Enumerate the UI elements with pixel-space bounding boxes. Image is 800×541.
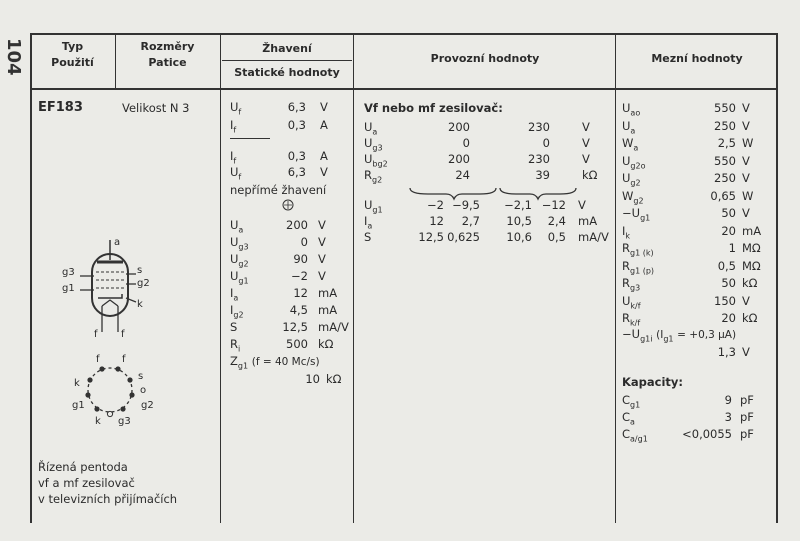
static-5-sym-text: I <box>230 303 234 317</box>
heating-3-sym-text: U <box>230 165 239 179</box>
static-3-unit: V <box>318 269 326 283</box>
capacity-0-sym-text: C <box>622 393 631 407</box>
limit-1-sym-text: U <box>622 118 631 133</box>
operating-2-v1: 200 <box>448 152 470 166</box>
static-2-unit: V <box>318 252 326 266</box>
right-border <box>776 33 778 523</box>
capacity-0-symbol <box>622 393 640 409</box>
socket-label-s: s <box>138 371 144 382</box>
limit-11-unit: V <box>742 293 750 308</box>
socket-label-k2: k <box>95 416 101 427</box>
operating4-1-v2: 10,5 <box>506 214 532 228</box>
static-7-value: 500 <box>286 337 308 351</box>
limit-10-value: 50 <box>721 276 736 290</box>
static-5-unit: mA <box>318 303 338 317</box>
heating-rule <box>230 138 270 139</box>
operating-3-v1: 24 <box>455 168 470 182</box>
limit-9-value: 0,5 <box>717 258 736 273</box>
capacity-0-sym-sub: g1 <box>630 400 641 410</box>
operating4-2-sym-text: S <box>364 230 372 244</box>
limit-7-unit: mA <box>742 223 762 238</box>
tube-label-g1: g1 <box>62 283 75 294</box>
limit-8-symbol <box>622 241 654 257</box>
operating-1-unit: V <box>582 136 590 150</box>
limit-12-symbol <box>622 311 640 327</box>
limit-0-value: 550 <box>714 101 736 115</box>
header-pouziti: Použití <box>51 56 94 69</box>
operating-0-sym-sub: a <box>372 127 378 137</box>
heating-2-sym-text: I <box>230 149 234 163</box>
zg1-value: 10 <box>305 372 320 386</box>
heating-0-unit: V <box>320 100 328 114</box>
limit-4-symbol <box>622 171 641 187</box>
zg1-condition: (f = 40 Mc/s) <box>251 356 320 368</box>
limit-7-sym-sub: k <box>625 230 631 240</box>
limit-1-symbol <box>622 119 635 135</box>
heating-1-sym-sub: f <box>233 125 237 135</box>
limit-9-symbol <box>622 259 654 275</box>
limit-3-symbol <box>622 154 645 170</box>
capacity-1-sym-text: C <box>622 410 631 424</box>
limit-ug1i-sub: g1i <box>640 334 653 344</box>
heating-1-unit: A <box>320 118 328 132</box>
operating4-0-sym-text: U <box>364 198 373 212</box>
capacity-title: Kapacity: <box>622 375 684 389</box>
operating-3-v2: 39 <box>535 168 550 182</box>
col-divider-4 <box>615 33 616 523</box>
limit-6-unit: V <box>742 206 750 220</box>
limit-10-sym-text: R <box>622 276 630 290</box>
operating-1-sym-text: U <box>364 136 373 150</box>
limit-7-symbol <box>622 224 630 240</box>
operating-3-symbol <box>364 168 382 184</box>
limit-8-value: 1 <box>728 241 736 255</box>
heating-0-sym-sub: f <box>238 107 242 117</box>
tube-name: EF183 <box>38 100 83 115</box>
operating-brace-icon <box>408 186 578 200</box>
operating4-2-v3: 0,5 <box>547 230 566 244</box>
zg1-unit: kΩ <box>326 372 342 386</box>
tube-description-1: Řízená pentoda <box>38 460 128 474</box>
page-number: 104 <box>3 38 24 76</box>
static-5-sym-sub: g2 <box>233 310 244 320</box>
limit-2-value: 2,5 <box>717 136 736 150</box>
tube-size: Velikost N 3 <box>122 101 190 115</box>
operating4-0-v0: −2 <box>427 198 444 212</box>
operating4-2-v1: 0,625 <box>447 230 480 244</box>
socket-label-g2: g2 <box>141 400 154 411</box>
limit-ug1i-cond: (I <box>656 329 664 341</box>
limit-6-value: 50 <box>721 206 736 220</box>
operating-2-sym-sub: bg2 <box>372 159 388 169</box>
limit-4-value: 250 <box>714 171 736 185</box>
heating-3-value: 6,3 <box>287 165 306 179</box>
static-3-sym-sub: g1 <box>238 276 249 286</box>
limit-1-unit: V <box>742 118 750 133</box>
static-4-symbol <box>230 286 238 302</box>
tube-label-f1: f <box>94 329 98 340</box>
indirect-heating-symbol-icon <box>282 199 294 211</box>
static-2-value: 90 <box>293 252 308 266</box>
operating4-1-v3: 2,4 <box>547 214 566 228</box>
static-4-unit: mA <box>318 286 338 300</box>
header-provozni: Provozní hodnoty <box>430 52 540 65</box>
heating-3-symbol <box>230 165 241 181</box>
limit-2-sym-text: W <box>622 136 634 150</box>
static-1-unit: V <box>318 235 326 249</box>
limit-12-value: 20 <box>721 311 736 325</box>
operating-2-unit: V <box>582 152 590 166</box>
col-divider-2 <box>220 33 221 523</box>
static-0-unit: V <box>318 218 326 232</box>
capacity-1-unit: pF <box>740 410 754 424</box>
limit-7-value: 20 <box>721 223 736 238</box>
limit-4-sym-text: U <box>622 171 631 185</box>
limit-5-value: 0,65 <box>710 188 736 203</box>
static-2-sym-text: U <box>230 252 239 266</box>
limit-0-unit: V <box>742 101 750 115</box>
limit-10-symbol <box>622 276 640 292</box>
operating4-0-sym-sub: g1 <box>372 205 383 215</box>
tube-description-2: vf a mf zesilovač <box>38 476 135 490</box>
operating4-1-sym-text: I <box>364 214 368 228</box>
header-divider <box>30 88 778 90</box>
top-border <box>30 33 778 35</box>
header-mezni: Mezní hodnoty <box>651 52 743 65</box>
limit-1-value: 250 <box>714 118 736 133</box>
limit-9-unit: MΩ <box>742 258 761 273</box>
col-divider-3 <box>353 33 354 523</box>
heating-1-sym-text: I <box>230 118 234 132</box>
heating-1-symbol <box>230 118 236 134</box>
limit-0-sym-text: U <box>622 101 631 115</box>
limit-5-sym-text: W <box>622 188 634 203</box>
socket-label-g1: g1 <box>72 400 85 411</box>
static-6-value: 12,5 <box>282 320 308 334</box>
limit-12-sym-sub: k/f <box>630 318 641 328</box>
tube-label-g2: g2 <box>137 278 150 289</box>
operating4-2-unit: mA/V <box>578 230 609 244</box>
limit-2-sym-sub: a <box>633 143 639 153</box>
limit-11-value: 150 <box>714 293 736 308</box>
operating4-2-symbol <box>364 230 371 246</box>
limit-12-sym-text: R <box>622 311 630 325</box>
zg1-sub: g1 <box>237 361 249 371</box>
operating4-0-v1: −9,5 <box>452 198 480 212</box>
static-4-sym-sub: a <box>233 293 239 303</box>
static-7-symbol <box>230 337 240 353</box>
static-0-sym-text: U <box>230 218 239 232</box>
limit-2-symbol <box>622 136 638 152</box>
heating-2-unit: A <box>320 149 328 163</box>
limit-10-unit: kΩ <box>742 276 758 290</box>
operating-1-sym-sub: g3 <box>372 143 383 153</box>
limit-3-value: 550 <box>714 153 736 168</box>
limit-11-symbol <box>622 294 641 310</box>
static-6-symbol <box>230 320 237 336</box>
capacity-2-unit: pF <box>740 427 754 441</box>
operating-3-unit: kΩ <box>582 168 598 182</box>
static-6-unit: mA/V <box>318 320 349 334</box>
limit-8-unit: MΩ <box>742 241 761 255</box>
capacity-0-unit: pF <box>740 393 754 407</box>
static-3-symbol <box>230 269 249 285</box>
operating-3-sym-sub: g2 <box>372 175 383 185</box>
capacity-2-value: <0,0055 <box>682 427 732 441</box>
heating-2-sym-sub: f <box>233 156 237 166</box>
limit-7-sym-text: I <box>622 223 626 238</box>
operating-0-v2: 230 <box>528 120 550 134</box>
limit-1-sym-sub: a <box>630 125 636 135</box>
static-0-sym-sub: a <box>238 225 244 235</box>
capacity-1-symbol <box>622 410 635 426</box>
limit-3-unit: V <box>742 153 750 168</box>
heating-1-value: 0,3 <box>287 118 306 132</box>
header-typ: Typ <box>61 40 84 53</box>
left-border <box>30 33 32 523</box>
tube-label-k: k <box>137 299 143 310</box>
limit-ug1i-row <box>622 327 736 343</box>
static-1-symbol <box>230 235 249 251</box>
heating-2-symbol <box>230 149 236 165</box>
socket-label-f1: f <box>96 354 100 365</box>
limit-12-unit: kΩ <box>742 311 758 325</box>
limit-0-symbol <box>622 101 640 117</box>
limit-8-sym-sub: g1 (k) <box>630 248 654 258</box>
capacity-0-value: 9 <box>724 393 732 407</box>
static-0-symbol <box>230 218 243 234</box>
operating-2-v2: 230 <box>528 152 550 166</box>
limit-6-symbol <box>622 206 650 222</box>
tube-description-3: v televizních přijímačích <box>38 492 178 506</box>
col-divider-1 <box>115 33 116 88</box>
static-1-value: 0 <box>300 235 308 249</box>
heating-2-value: 0,3 <box>287 149 306 163</box>
operating-1-v1: 0 <box>462 136 470 150</box>
tube-label-f2: f <box>121 329 125 340</box>
operating4-1-sym-sub: a <box>367 221 373 231</box>
header-zhaveni: Žhavení <box>262 42 312 55</box>
operating4-0-symbol <box>364 198 383 214</box>
limit-6-sym-sub: g1 <box>640 213 651 223</box>
limit-11-sym-text: U <box>622 293 631 308</box>
static-4-sym-text: I <box>230 286 234 300</box>
zg1-row <box>230 354 320 370</box>
operating4-1-v1: 2,7 <box>461 214 480 228</box>
static-2-sym-sub: g2 <box>238 259 249 269</box>
socket-label-o: o <box>140 385 147 396</box>
operating-title: Vf nebo mf zesilovač: <box>364 101 503 115</box>
static-1-sym-text: U <box>230 235 239 249</box>
limit-ug1i-value: 1,3 <box>717 345 736 359</box>
heating-0-value: 6,3 <box>287 100 306 114</box>
limit-ug1i-cond-sub: g1 <box>663 334 674 344</box>
operating4-0-v3: −12 <box>541 198 566 212</box>
operating-0-symbol <box>364 120 377 136</box>
limit-ug1i-symbol: −U <box>622 327 641 341</box>
capacity-1-sym-sub: a <box>630 417 635 427</box>
limit-3-sym-text: U <box>622 153 631 168</box>
tube-label-g3: g3 <box>62 267 75 278</box>
operating4-1-unit: mA <box>578 214 598 228</box>
heating-note: nepřímé žhavení <box>230 183 327 197</box>
static-1-sym-sub: g3 <box>238 242 249 252</box>
socket-pinout-icon <box>80 360 140 420</box>
limit-2-unit: W <box>742 136 754 150</box>
header-staticke: Statické hodnoty <box>234 66 340 79</box>
operating-2-symbol <box>364 152 388 168</box>
limit-4-sym-sub: g2 <box>630 178 641 188</box>
static-5-value: 4,5 <box>289 303 308 317</box>
operating4-1-v0: 12 <box>429 214 444 228</box>
operating4-0-v2: −2,1 <box>504 198 532 212</box>
limit-ug1i-cond-rest: = +0,3 μA) <box>677 329 737 341</box>
operating4-0-unit: V <box>578 198 586 212</box>
tube-label-a: a <box>114 237 121 248</box>
header-rozmery: Rozměry <box>140 40 195 53</box>
socket-label-k1: k <box>74 378 80 389</box>
operating-2-sym-text: U <box>364 152 373 166</box>
operating-0-unit: V <box>582 120 590 134</box>
capacity-2-sym-sub: a/g1 <box>630 434 648 444</box>
operating4-1-symbol <box>364 214 372 230</box>
static-3-sym-text: U <box>230 269 239 283</box>
limit-ug1i-unit: V <box>742 345 750 359</box>
limit-4-unit: V <box>742 171 750 185</box>
static-7-unit: kΩ <box>318 337 334 351</box>
zg1-symbol: Z <box>230 354 238 368</box>
static-0-value: 200 <box>286 218 308 232</box>
limit-11-sym-sub: k/f <box>630 300 641 310</box>
zhaveni-divider <box>222 60 352 61</box>
static-7-sym-sub: i <box>238 344 241 354</box>
limit-0-sym-sub: ao <box>630 108 641 118</box>
operating-1-v2: 0 <box>542 136 550 150</box>
limit-5-unit: W <box>742 188 754 203</box>
operating-0-sym-text: U <box>364 120 373 134</box>
static-7-sym-text: R <box>230 337 238 351</box>
capacity-1-value: 3 <box>724 410 732 424</box>
limit-6-sym-text: −U <box>622 206 641 220</box>
header-patice: Patice <box>148 56 187 69</box>
limit-5-symbol <box>622 189 644 205</box>
limit-9-sym-sub: g1 (p) <box>630 265 655 275</box>
static-6-sym-text: S <box>230 320 238 334</box>
capacity-2-sym-text: C <box>622 427 631 441</box>
operating-1-symbol <box>364 136 383 152</box>
limit-8-sym-text: R <box>622 241 630 255</box>
static-5-symbol <box>230 303 244 319</box>
heating-0-sym-text: U <box>230 100 239 114</box>
static-3-value: −2 <box>291 269 308 283</box>
socket-label-g3: g3 <box>118 416 131 427</box>
operating-0-v1: 200 <box>448 120 470 134</box>
static-4-value: 12 <box>293 286 308 300</box>
static-2-symbol <box>230 252 249 268</box>
tube-label-s: s <box>137 265 143 276</box>
socket-label-f2: f <box>122 354 126 365</box>
heating-3-sym-sub: f <box>238 172 242 182</box>
operating-3-sym-text: R <box>364 168 372 182</box>
heating-0-symbol <box>230 100 241 116</box>
limit-5-sym-sub: g2 <box>633 195 644 205</box>
heating-3-unit: V <box>320 165 328 179</box>
limit-3-sym-sub: g2o <box>630 160 646 170</box>
operating4-2-v0: 12,5 <box>418 230 444 244</box>
operating4-2-v2: 10,6 <box>506 230 532 244</box>
capacity-2-symbol <box>622 427 648 443</box>
limit-10-sym-sub: g3 <box>630 283 641 293</box>
limit-9-sym-text: R <box>622 258 630 273</box>
